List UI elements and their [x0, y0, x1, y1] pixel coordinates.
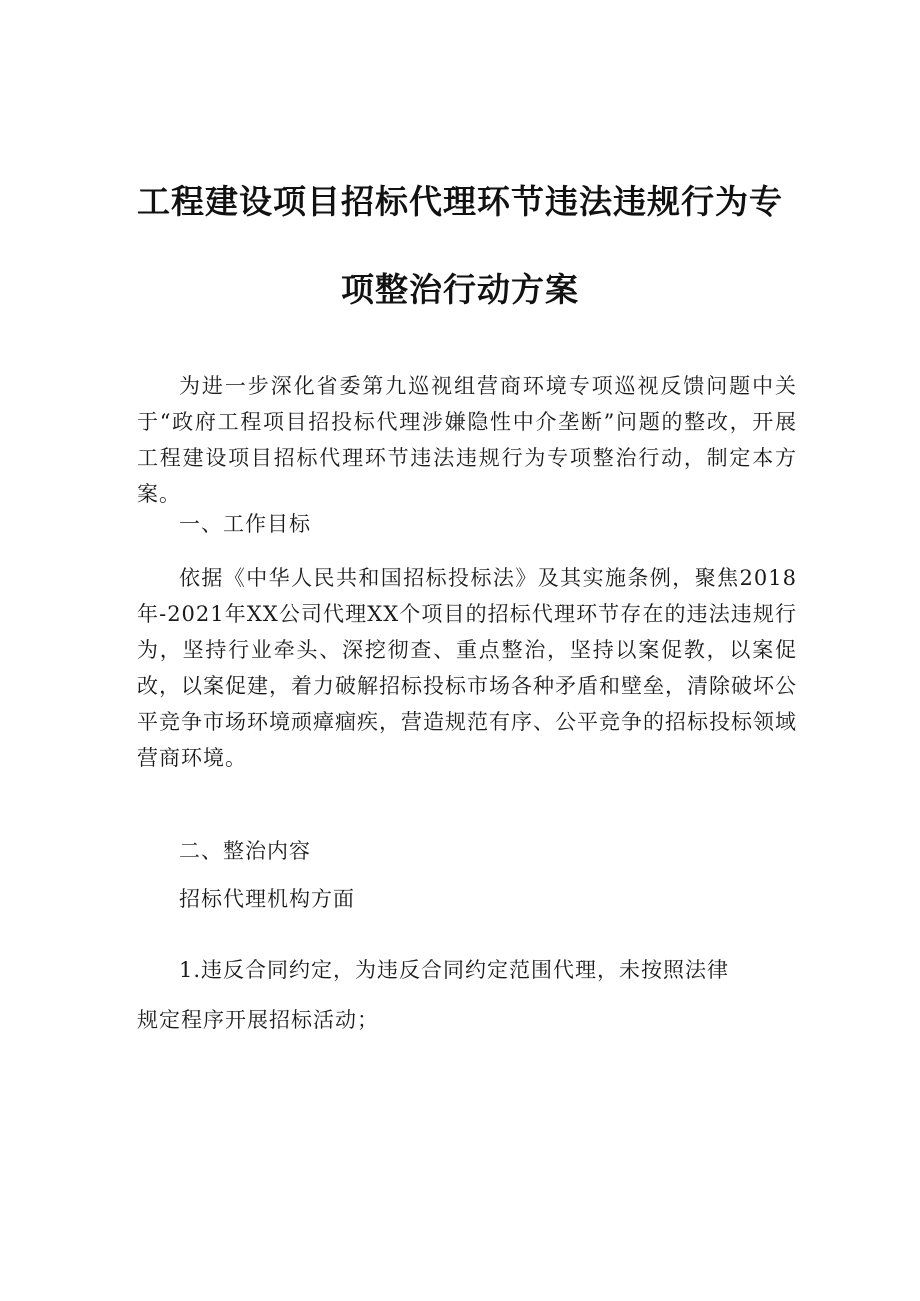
document-title-line-2: 项整治行动方案: [341, 270, 579, 309]
goals-text: 依据《中华人民共和国招标投标法》及其实施条例，聚焦2018年-2021年XX公司代理XX个项目的招标代理环节存在的违法违规行为，坚持行业牵头、深挖彻查、重点整治，坚持以案促教，以案促改，以案促建，着力破解招标投标市场各种矛盾和壁垒，清除破坏公平竞争市场环境顽瘴痼疾，营造规范有序、公平竞争的招标投标领域营商环境。: [137, 566, 797, 770]
subsection-heading-agency: 招标代理机构方面: [179, 887, 355, 911]
section-heading-content: 二、整治内容: [179, 839, 311, 863]
list-item-1-line-1: 1.违反合同约定，为违反合同约定范围代理，未按照法律: [179, 958, 730, 982]
intro-paragraph: [137, 368, 797, 512]
list-item-1-line-2: 规定程序开展招标活动；: [137, 1008, 379, 1032]
document-title-line-1: 工程建设项目招标代理环节违法违规行为专: [137, 182, 783, 221]
goals-paragraph: [137, 560, 797, 776]
section-heading-goals: 一、工作目标: [179, 512, 311, 536]
intro-text: 为进一步深化省委第九巡视组营商环境专项巡视反馈问题中关于“政府工程项目招投标代理涉嫌隐性中介垄断”问题的整改，开展工程建设项目招标代理环节违法违规行为专项整治行动，制定本方案。: [137, 374, 797, 506]
